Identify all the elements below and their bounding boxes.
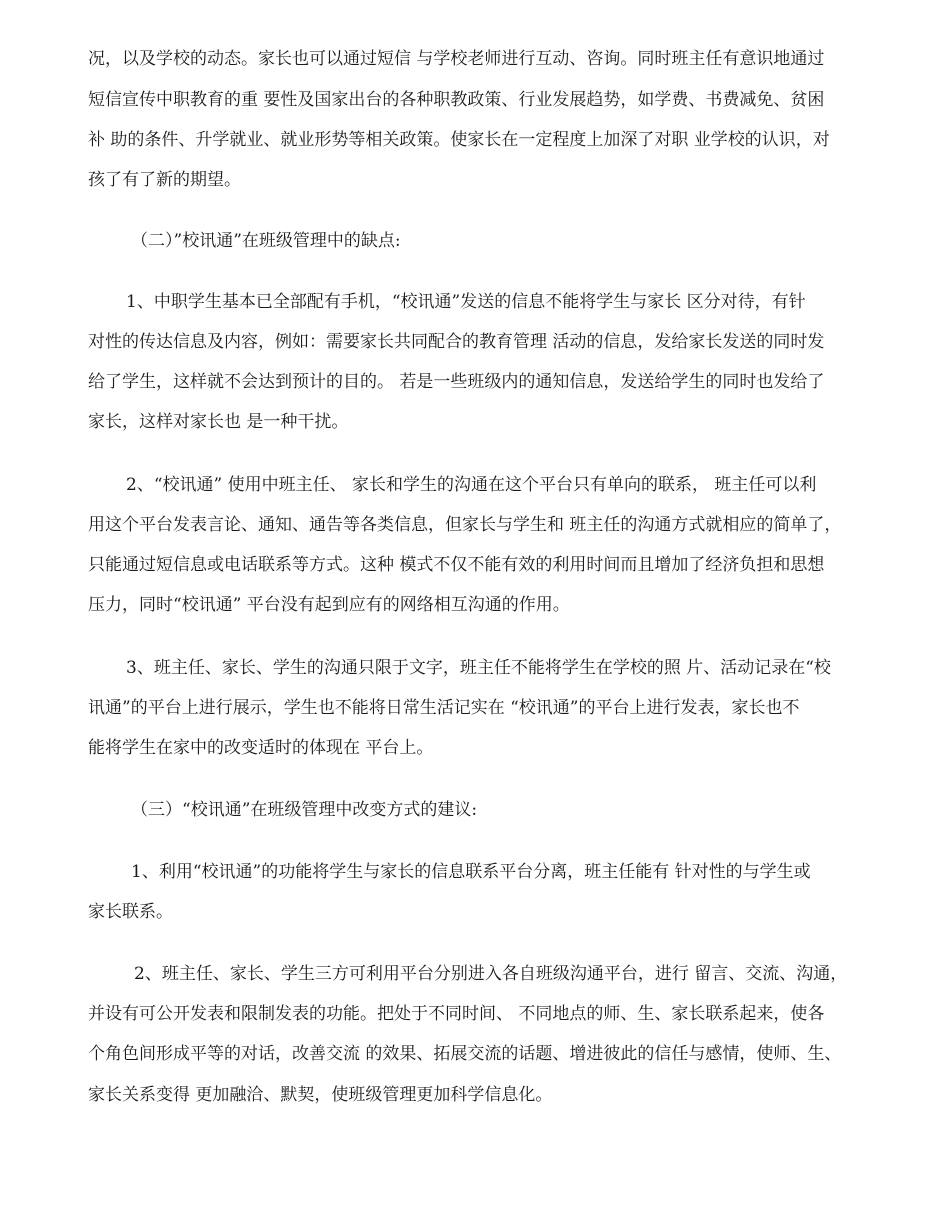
section-2-heading: （二）”校讯通”在班级管理中的缺点: (131, 231, 401, 251)
paragraph-intro-line-2: 短信宣传中职教育的重 要性及国家出台的各种职教政策、行业发展趋势，如学费、书费减免、贫困 (88, 90, 825, 110)
paragraph-intro-line-1: 况，以及学校的动态。家长也可以通过短信 与学校老师进行互动、咨询。同时班主任有意识地通过 (88, 49, 825, 69)
drawback-1-line-1: 1、中职学生基本已全部配有手机，“校讯通”发送的信息不能将学生与家长 区分对待，有针 (126, 292, 806, 312)
suggestion-2-line-3: 个角色间形成平等的对话，改善交流 的效果、拓展交流的话题、增进彼此的信任与感情，使师、生、 (88, 1044, 842, 1064)
paragraph-intro-line-4: 孩了有了新的期望。 (88, 170, 241, 190)
drawback-2-line-3: 只能通过短信息或电话联系等方式。这种 模式不仅不能有效的利用时间而且增加了经济负担和思想 (88, 555, 825, 575)
drawback-1-line-2: 对性的传达信息及内容，例如：需要家长共同配合的教育管理 活动的信息，发给家长发送的同时发 (88, 332, 825, 352)
drawback-1-line-4: 家长，这样对家长也 是一种干扰。 (88, 412, 349, 432)
drawback-3-line-2: 讯通”的平台上进行展示，学生也不能将日常生活记实在 “校讯通”的平台上进行发表，家长也不 (88, 698, 800, 718)
suggestion-2-line-4: 家长关系变得 更加融洽、默契，使班级管理更加科学信息化。 (88, 1085, 553, 1105)
paragraph-intro-line-3: 补 助的条件、升学就业、就业形势等相关政策。使家长在一定程度上加深了对职 业学校的认识，对 (88, 130, 830, 150)
suggestion-1-line-2: 家长联系。 (88, 902, 173, 922)
suggestion-2-line-2: 并设有可公开发表和限制发表的功能。把处于不同时间、 不同地点的师、生、家长联系起来，使各 (88, 1004, 825, 1024)
suggestion-1-line-1: 1、利用“校讯通”的功能将学生与家长的信息联系平台分离，班主任能有 针对性的与学生或 (131, 862, 811, 882)
section-3-heading: （三）“校讯通”在班级管理中改变方式的建议: (131, 800, 478, 820)
drawback-2-line-4: 压力，同时“校讯通” 平台没有起到应有的网络相互沟通的作用。 (88, 595, 570, 615)
drawback-3-line-3: 能将学生在家中的改变适时的体现在 平台上。 (88, 738, 434, 758)
drawback-2-line-1: 2、“校讯通” 使用中班主任、 家长和学生的沟通在这个平台只有单向的联系， 班主任可以利 (126, 475, 817, 495)
suggestion-2-line-1: 2、班主任、家长、学生三方可利用平台分别进入各自班级沟通平台，进行 留言、交流、沟通， (134, 964, 848, 984)
drawback-3-line-1: 3、班主任、家长、学生的沟通只限于文字，班主任不能将学生在学校的照 片、活动记录在“校 (126, 658, 831, 678)
drawback-1-line-3: 给了学生，这样就不会达到预计的目的。 若是一些班级内的通知信息，发送给学生的同时也发给了 (88, 372, 825, 392)
drawback-2-line-2: 用这个平台发表言论、通知、通告等各类信息，但家长与学生和 班主任的沟通方式就相应的简单了， (88, 515, 842, 535)
